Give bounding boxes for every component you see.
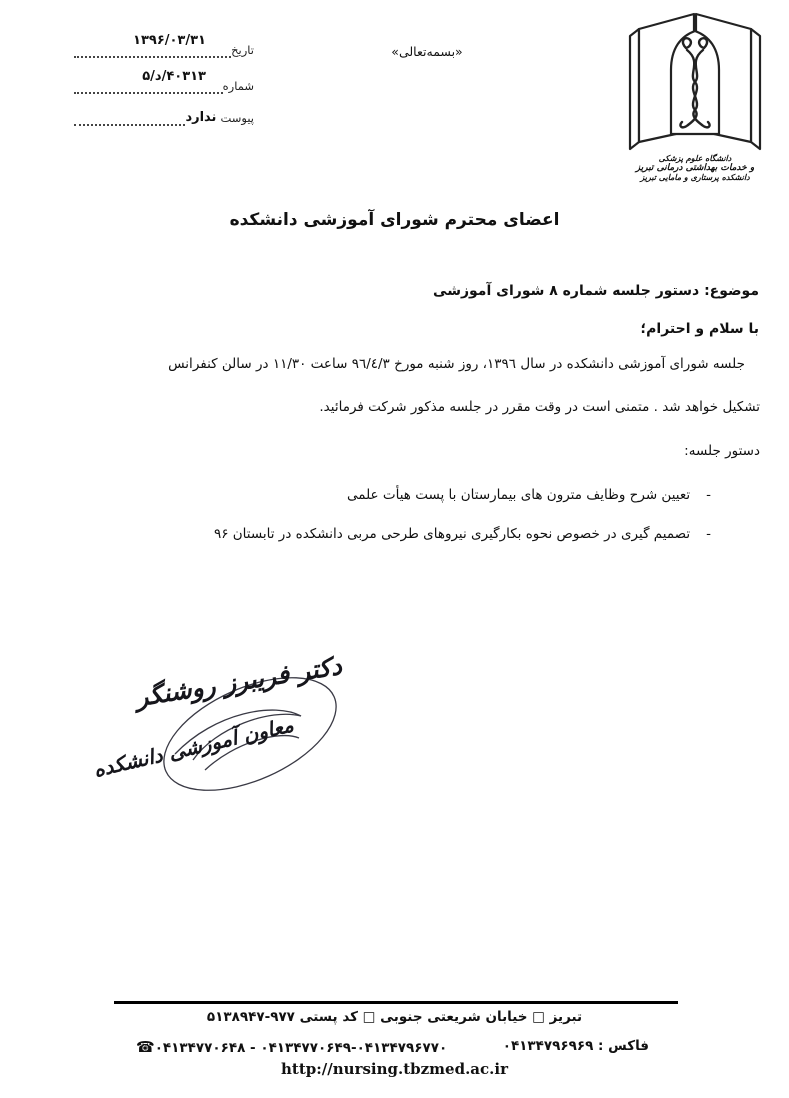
body-text: ، روز شنبه مورخ xyxy=(389,356,488,372)
number-value: ۵/د/۴۰۳۱۳ xyxy=(142,69,206,84)
bismillah-text: «بسمه‌تعالی» xyxy=(391,44,463,59)
meta-row-date xyxy=(72,26,254,62)
dotted-line xyxy=(74,54,231,58)
phone-numbers xyxy=(136,1038,447,1056)
meeting-date-value: ٩٦/٤/٣ xyxy=(351,356,390,372)
footer-contact xyxy=(136,1038,649,1056)
agenda-item-1 xyxy=(347,487,711,503)
footer-divider xyxy=(114,1001,678,1004)
signature-graphic xyxy=(55,642,355,797)
website-url: http://nursing.tbzmed.ac.ir xyxy=(281,1060,508,1078)
open-book-caduceus-icon xyxy=(620,8,770,156)
agenda-item-2 xyxy=(214,526,711,542)
year-value: ١٣٩٦ xyxy=(487,356,517,372)
agenda-item-text: تعیین شرح وظایف مترون های بیمارستان با پست هیأت علمی xyxy=(347,487,691,503)
date-value: ۱۳۹۶/۰۳/۳۱ xyxy=(133,33,206,48)
logo-text-services: و خدمات بهداشتی درمانی تبریز xyxy=(635,163,755,173)
bullet-dash: - xyxy=(706,526,711,542)
postal-code-value: ۵۱۳۸۹۴۷-۹۷۷ xyxy=(206,1009,295,1025)
address-text: تبریز □ خیابان شریعتی جنوبی □ کد پستی xyxy=(294,1009,583,1025)
dotted-line xyxy=(74,90,223,94)
agenda-title: دستور جلسه: xyxy=(684,443,760,459)
subject-label: موضوع: xyxy=(704,283,759,299)
bullet-dash: - xyxy=(706,487,711,503)
university-logo xyxy=(611,8,779,182)
meta-row-number xyxy=(72,62,254,98)
signer-name: دکتر فریبرز روشنگر xyxy=(133,651,344,713)
footer-address xyxy=(0,1009,789,1025)
body-line-2: تشکیل خواهد شد . متمنی است در وقت مقرر در جلسه مذکور شرکت فرمائید. xyxy=(319,399,760,415)
body-line-1 xyxy=(168,356,745,372)
number-baseline xyxy=(72,79,254,94)
signer-title: معاون آموزشی دانشکده xyxy=(91,712,296,782)
fax-label: فاکس : xyxy=(593,1038,649,1054)
subject-line xyxy=(433,283,759,299)
telephone-icon: ☎ xyxy=(136,1038,155,1056)
dotted-line xyxy=(74,122,185,126)
date-label: تاریخ xyxy=(231,43,254,57)
body-text: جلسه شورای آموزشی دانشکده در سال xyxy=(516,356,745,372)
body-text: ساعت xyxy=(306,356,352,372)
signature-block xyxy=(55,642,355,797)
letterhead-meta xyxy=(72,26,254,130)
salutation: با سلام و احترام؛ xyxy=(640,321,759,337)
fax-number-value: ۰۴۱۳۴۷۹۶۹۶۹ xyxy=(502,1038,594,1054)
phone-numbers-value: ۰۴۱۳۴۷۷۰۶۴۸ - ۰۴۱۳۴۷۷۰۶۴۹-۰۴۱۳۴۷۹۶۷۷۰ xyxy=(154,1040,448,1056)
attachment-baseline xyxy=(72,110,254,126)
body-text: در سالن کنفرانس xyxy=(168,356,273,372)
number-label: شماره xyxy=(222,79,254,93)
attachment-value: ندارد xyxy=(185,110,217,125)
meta-row-attachment xyxy=(72,98,254,130)
fax-info xyxy=(503,1038,649,1056)
agenda-item-text: تصمیم گیری در خصوص نحوه بکارگیری نیروهای طرحی مربی دانشکده در تابستان ۹۶ xyxy=(213,526,691,542)
subject-text: دستور جلسه شماره ۸ شورای آموزشی xyxy=(433,283,705,299)
meeting-time-value: ١١/٣٠ xyxy=(272,356,307,372)
logo-text-faculty: دانشکده پرستاری و مامایی تبریز xyxy=(640,173,750,182)
attachment-label: پیوست xyxy=(220,111,254,125)
recipient-heading: اعضای محترم شورای آموزشی دانشکده xyxy=(229,210,560,230)
date-baseline xyxy=(72,43,254,58)
logo-text-university: دانشگاه علوم پزشکی xyxy=(658,154,732,163)
